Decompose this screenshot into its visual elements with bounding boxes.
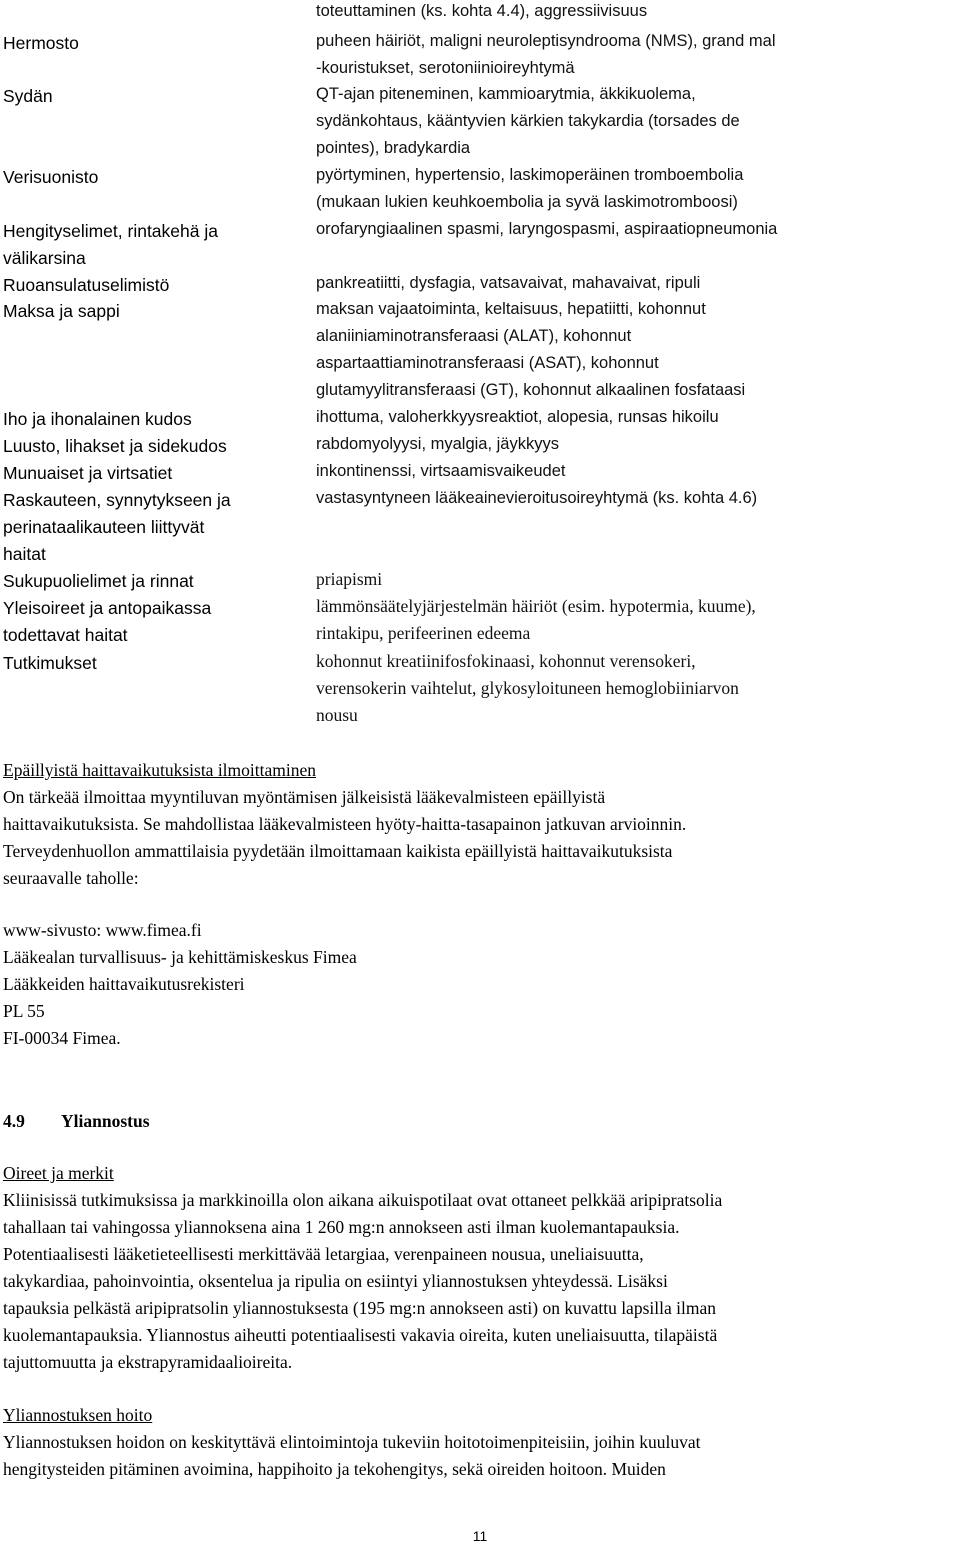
effects-cell: vastasyntyneen lääkeainevieroitusoireyhtymä (ks. kohta 4.6) bbox=[316, 489, 758, 507]
effects-cell: kohonnut kreatiinifosfokinaasi, kohonnut verensokeri, verensokerin vaihtelut, glykosyloituneen hemoglobiiniarvon nousu bbox=[316, 651, 739, 725]
symptoms-paragraph: Kliinisissä tutkimuksissa ja markkinoilla olon aikana aikuispotilaat ovat ottaneet pelkkää aripipratsolia tahallaan tai vahingossa yliannoksena aina 1 260 mg:n annokseen asti ilman kuolemantapauksia. Potentiaalisesti lääketieteellisesti merkittävää letargiaa, verenpaineen nousua, uneliaisuutta, takykardiaa, pahoinvointia, oksentelua ja ripulia on esiintyi yliannostuksen yhteydessä. Lisäksi tapauksia pelkästä aripipratsolin yliannostuksesta (195 mg:n annokseen asti) on kuvattu lapsilla ilman kuolemantapauksia. Yliannostus aiheutti potentiaalisesti vakavia oireita, kuten uneliaisuutta, tilapäistä tajuttomuutta ja ekstrapyramidaalioireita. bbox=[3, 1190, 723, 1372]
effects-cell: inkontinenssi, virtsaamisvaikeudet bbox=[316, 462, 566, 480]
effects-cell: puheen häiriöt, maligni neuroleptisyndrooma (NMS), grand mal -kouristukset, serotoniinioireyhtymä bbox=[316, 32, 776, 77]
organ-class-cell: Verisuonisto bbox=[3, 167, 99, 187]
treatment-section bbox=[3, 1402, 953, 1483]
effects-cell: pankreatiitti, dysfagia, vatsavaivat, mahavaivat, ripuli bbox=[316, 274, 701, 292]
organ-class-cell: Tutkimukset bbox=[3, 653, 97, 673]
section-heading bbox=[3, 1108, 953, 1135]
treatment-paragraph: Yliannostuksen hoidon on keskityttävä elintoimintoja tukeviin hoitotoimenpiteisiin, joihin kuuluvat hengitysteiden pitäminen avoimina, happihoito ja tekohengitys, sekä oireiden hoitoon. Muiden bbox=[3, 1432, 701, 1479]
reporting-section bbox=[3, 757, 953, 892]
effects-continuation: toteuttaminen (ks. kohta 4.4), aggressiivisuus bbox=[316, 2, 648, 20]
effects-cell: QT-ajan piteneminen, kammioarytmia, äkkikuolema, sydänkohtaus, kääntyvien kärkien takykardia (torsades de pointes), bradykardia bbox=[316, 85, 740, 157]
organ-class-cell: Sukupuolielimet ja rinnat bbox=[3, 571, 194, 591]
reporting-heading: Epäillyistä haittavaikutuksista ilmoittaminen bbox=[3, 760, 317, 780]
organ-class-cell: Iho ja ihonalainen kudos bbox=[3, 409, 192, 429]
page-number: 11 bbox=[472, 1528, 488, 1544]
reporting-address: www-sivusto: www.fimea.fi Lääkealan turvallisuus- ja kehittämiskeskus Fimea Lääkkeiden haittavaikutusrekisteri PL 55 FI-00034 Fimea. bbox=[3, 920, 357, 1048]
effects-cell: rabdomyolyysi, myalgia, jäykkyys bbox=[316, 435, 559, 453]
organ-class-cell: Luusto, lihakset ja sidekudos bbox=[3, 436, 227, 456]
effects-cell: lämmönsäätelyjärjestelmän häiriöt (esim. hypotermia, kuume), rintakipu, perifeerinen edeema bbox=[316, 596, 756, 643]
reporting-paragraph: On tärkeää ilmoittaa myyntiluvan myöntämisen jälkeisistä lääkevalmisteen epäillyistä haittavaikutuksista. Se mahdollistaa lääkevalmisteen hyöty-haitta-tasapainon jatkuvan arvioinnin. Terveydenhuollon ammattilaisia pyydetään ilmoittamaan kaikista epäillyistä haittavaikutuksista seuraavalle taholle: bbox=[3, 787, 687, 888]
section-number: 4.9 bbox=[3, 1111, 25, 1131]
effects-cell: orofaryngiaalinen spasmi, laryngospasmi, aspiraatiopneumonia bbox=[316, 220, 778, 238]
symptoms-heading: Oireet ja merkit bbox=[3, 1163, 114, 1183]
effects-cell: pyörtyminen, hypertensio, laskimoperäinen tromboembolia (mukaan lukien keuhkoembolia ja syvä laskimotromboosi) bbox=[316, 166, 744, 211]
organ-class-cell: Hermosto bbox=[3, 33, 79, 53]
symptoms-section bbox=[3, 1160, 953, 1376]
effects-cell: maksan vajaatoiminta, keltaisuus, hepatiitti, kohonnut alaniiniaminotransferaasi (ALAT), kohonnut aspartaattiaminotransferaasi (ASAT), kohonnut glutamyylitransferaasi (GT), kohonnut alkaalinen fosfataasi bbox=[316, 300, 746, 399]
organ-class-cell: Raskauteen, synnytykseen ja perinataalikauteen liittyvät haitat bbox=[3, 490, 231, 564]
section-title: Yliannostus bbox=[61, 1111, 150, 1131]
organ-class-cell: Sydän bbox=[3, 86, 53, 106]
treatment-heading: Yliannostuksen hoito bbox=[3, 1405, 153, 1425]
effects-cell: ihottuma, valoherkkyysreaktiot, alopesia, runsas hikoilu bbox=[316, 408, 719, 426]
organ-class-cell: Ruoansulatuselimistö bbox=[3, 275, 170, 295]
organ-class-cell: Yleisoireet ja antopaikassa todettavat haitat bbox=[3, 598, 212, 645]
effects-cell: priapismi bbox=[316, 569, 383, 589]
organ-class-cell: Hengityselimet, rintakehä ja välikarsina bbox=[3, 221, 218, 268]
organ-class-cell: Munuaiset ja virtsatiet bbox=[3, 463, 173, 483]
organ-class-cell: Maksa ja sappi bbox=[3, 301, 120, 321]
